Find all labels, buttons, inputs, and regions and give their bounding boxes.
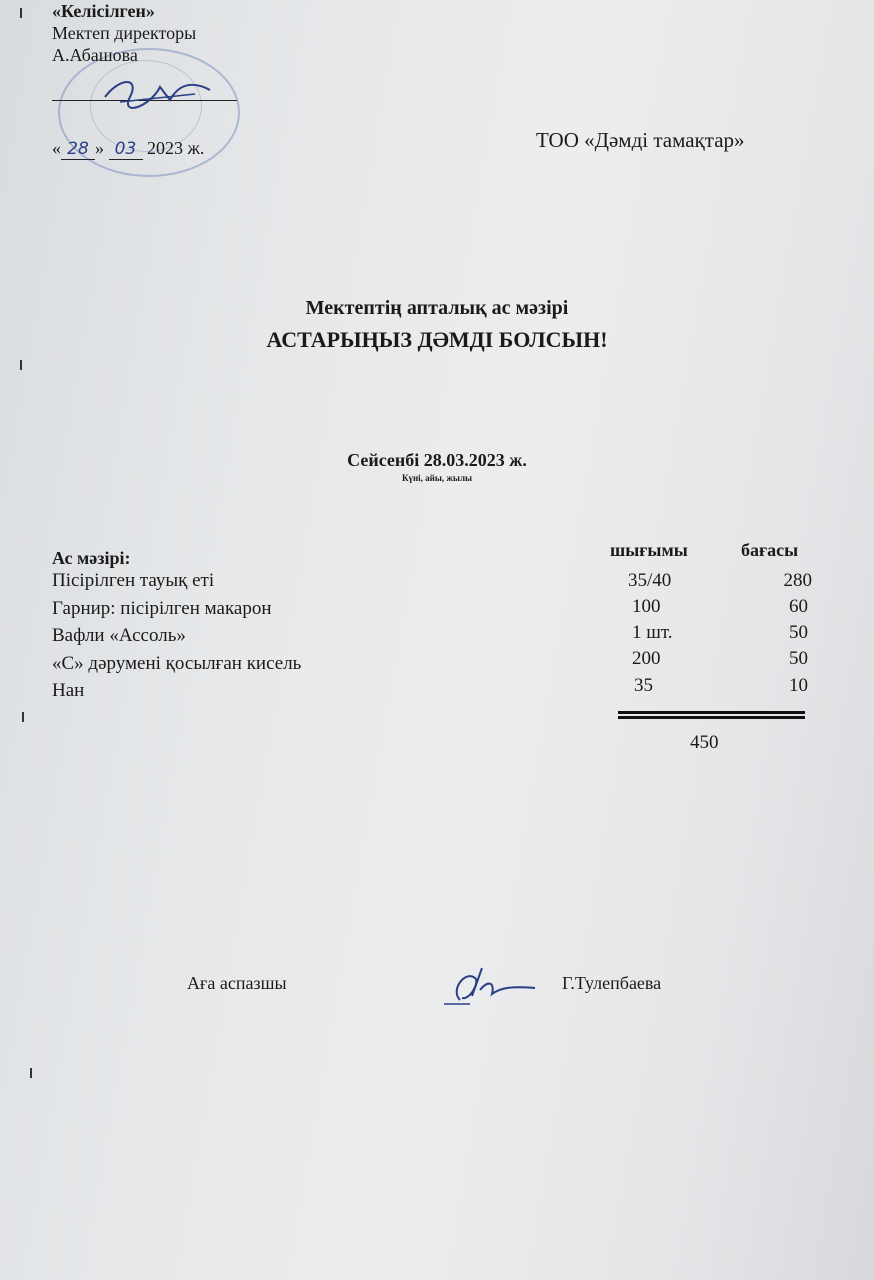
- menu-day-caption: Күні, айы, жылы: [401, 473, 473, 483]
- menu-item-price: 60: [789, 596, 808, 617]
- total-rule-top: [618, 711, 805, 714]
- menu-title: Мектептің апталық ас мәзірі: [305, 297, 569, 319]
- total-rule-bottom: [618, 716, 805, 719]
- date-year: 2023 ж.: [147, 138, 205, 158]
- approval-heading: «Келісілген»: [52, 1, 155, 21]
- menu-item-name: Пісірілген тауық еті: [52, 570, 215, 591]
- date-quote-open: «: [52, 138, 61, 158]
- menu-item-yield: 100: [632, 596, 661, 617]
- menu-item-yield: 35/40: [628, 570, 672, 591]
- menu-day: Сейсенбі 28.03.2023 ж.: [347, 450, 527, 470]
- menu-item-name: Вафли «Ассоль»: [52, 625, 186, 646]
- approval-name: А.Абашова: [52, 45, 138, 65]
- menu-total: 450: [690, 732, 719, 753]
- margin-mark: [20, 8, 22, 18]
- menu-item-name: «С» дәрумені қосылған кисель: [52, 653, 302, 674]
- company-name: ТОО «Дәмді тамақтар»: [536, 128, 745, 152]
- menu-item-name: Нан: [52, 680, 85, 701]
- chef-signature: [440, 960, 540, 1010]
- date-day: 28: [67, 139, 89, 159]
- approval-date: [52, 138, 204, 160]
- margin-mark: [30, 1068, 32, 1078]
- director-signature: [100, 72, 220, 112]
- menu-item-price: 50: [789, 622, 808, 643]
- menu-item-price: 50: [789, 648, 808, 669]
- menu-item-yield: 200: [632, 648, 661, 669]
- menu-heading: Ас мәзірі:: [52, 548, 131, 568]
- margin-mark: [22, 712, 24, 722]
- chef-name: Г.Тулепбаева: [562, 973, 662, 993]
- date-quote-close: »: [95, 138, 104, 158]
- menu-item-price: 10: [789, 675, 808, 696]
- column-header-price: бағасы: [741, 540, 799, 560]
- column-header-yield: шығымы: [610, 540, 688, 560]
- menu-item-yield: 35: [634, 675, 653, 696]
- menu-item-name: Гарнир: пісірілген макарон: [52, 598, 272, 619]
- margin-mark: [20, 360, 22, 370]
- menu-item-yield: 1 шт.: [632, 622, 673, 643]
- approval-position: Мектеп директоры: [52, 23, 197, 43]
- chef-role: Аға аспазшы: [187, 973, 287, 993]
- date-month: 03: [114, 139, 137, 159]
- menu-slogan: АСТАРЫҢЫЗ ДӘМДІ БОЛСЫН!: [266, 327, 608, 352]
- approval-block: [52, 0, 196, 66]
- menu-item-price: 280: [783, 570, 812, 591]
